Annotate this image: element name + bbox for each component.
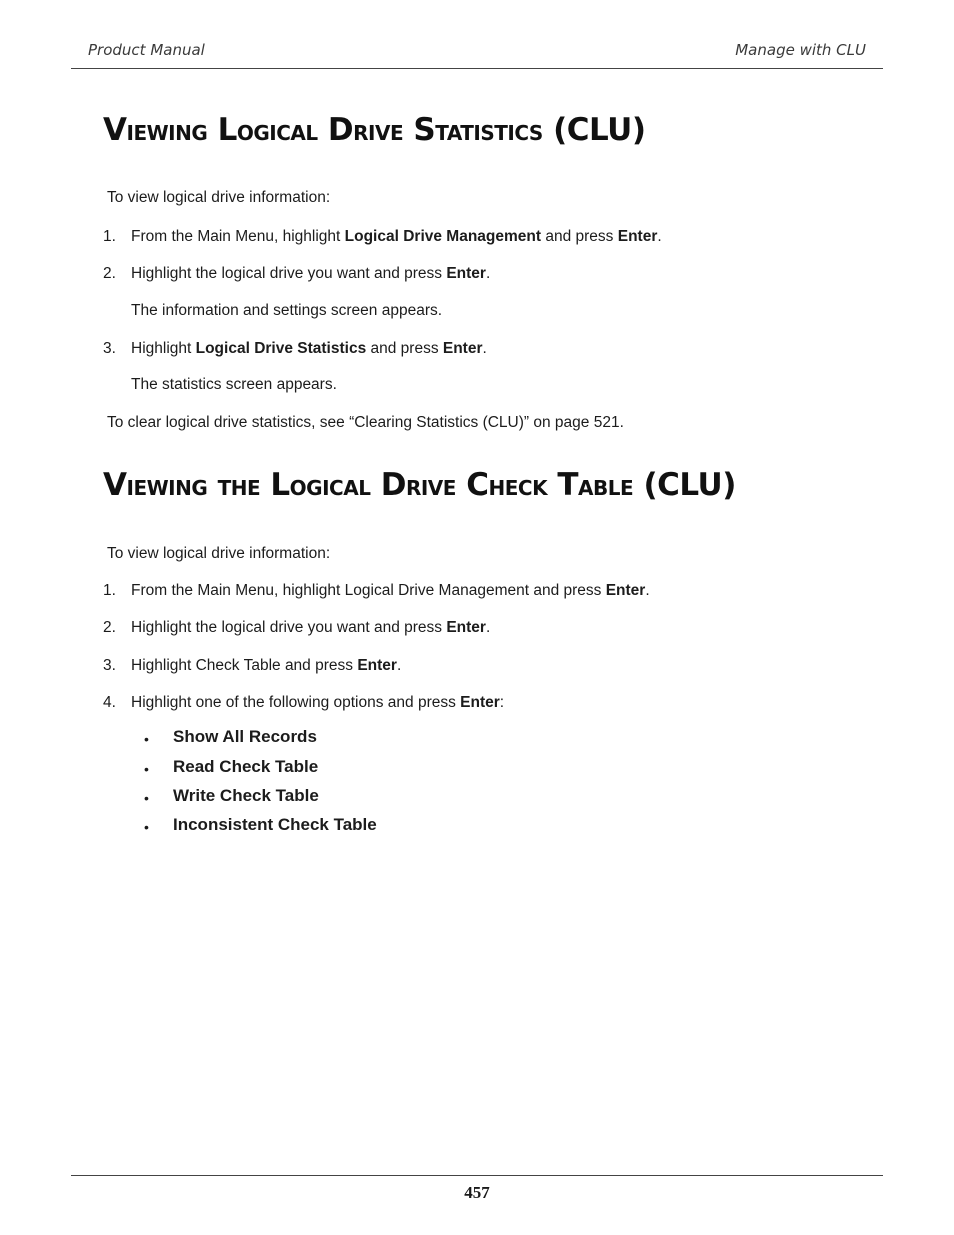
section1-outro: To clear logical drive statistics, see “Clearing Statistics (CLU)” on page 521. [107,414,624,431]
footer-rule [71,1175,883,1176]
section2-step-4: Highlight one of the following options and press Enter: [131,694,505,711]
step-number: 1. [103,228,116,245]
section1-step-2: Highlight the logical drive you want and press Enter. [131,265,491,282]
option-show-all-records: Show All Records [173,727,317,746]
header-rule [71,68,883,69]
page-number: 457 [464,1183,490,1202]
option-inconsistent-check-table: Inconsistent Check Table [173,815,377,834]
section-title-statistics: VIEWING LOGICAL DRIVE STATISTICS (CLU) [103,112,646,148]
running-header-right: Manage with CLU [735,41,866,59]
section2-intro: To view logical drive information: [107,545,331,562]
option-write-check-table: Write Check Table [173,786,319,805]
option-read-check-table: Read Check Table [173,757,319,776]
section2-step-2: Highlight the logical drive you want and press Enter. [131,619,491,636]
section1-note-info-screen: The information and settings screen appears. [131,302,443,319]
step-number: 4. [103,694,116,711]
step-number: 2. [103,619,116,636]
bullet-icon: • [144,761,149,777]
step-number: 2. [103,265,116,282]
step-number: 3. [103,340,116,357]
section1-step-3: Highlight Logical Drive Statistics and press Enter. [131,340,487,357]
step-number: 1. [103,582,116,599]
step-number: 3. [103,657,116,674]
running-header-left: Product Manual [88,41,205,59]
bullet-icon: • [144,819,149,835]
section2-step-3: Highlight Check Table and press Enter. [131,657,402,674]
bullet-icon: • [144,731,149,747]
bullet-icon: • [144,790,149,806]
section-title-check-table: VIEWING THE LOGICAL DRIVE CHECK TABLE (CLU) [103,467,736,503]
section1-note-stats-screen: The statistics screen appears. [131,376,337,393]
section2-step-1: From the Main Menu, highlight Logical Drive Management and press Enter. [131,582,650,599]
section1-intro: To view logical drive information: [107,189,331,206]
section1-step-1: From the Main Menu, highlight Logical Drive Management and press Enter. [131,228,662,245]
